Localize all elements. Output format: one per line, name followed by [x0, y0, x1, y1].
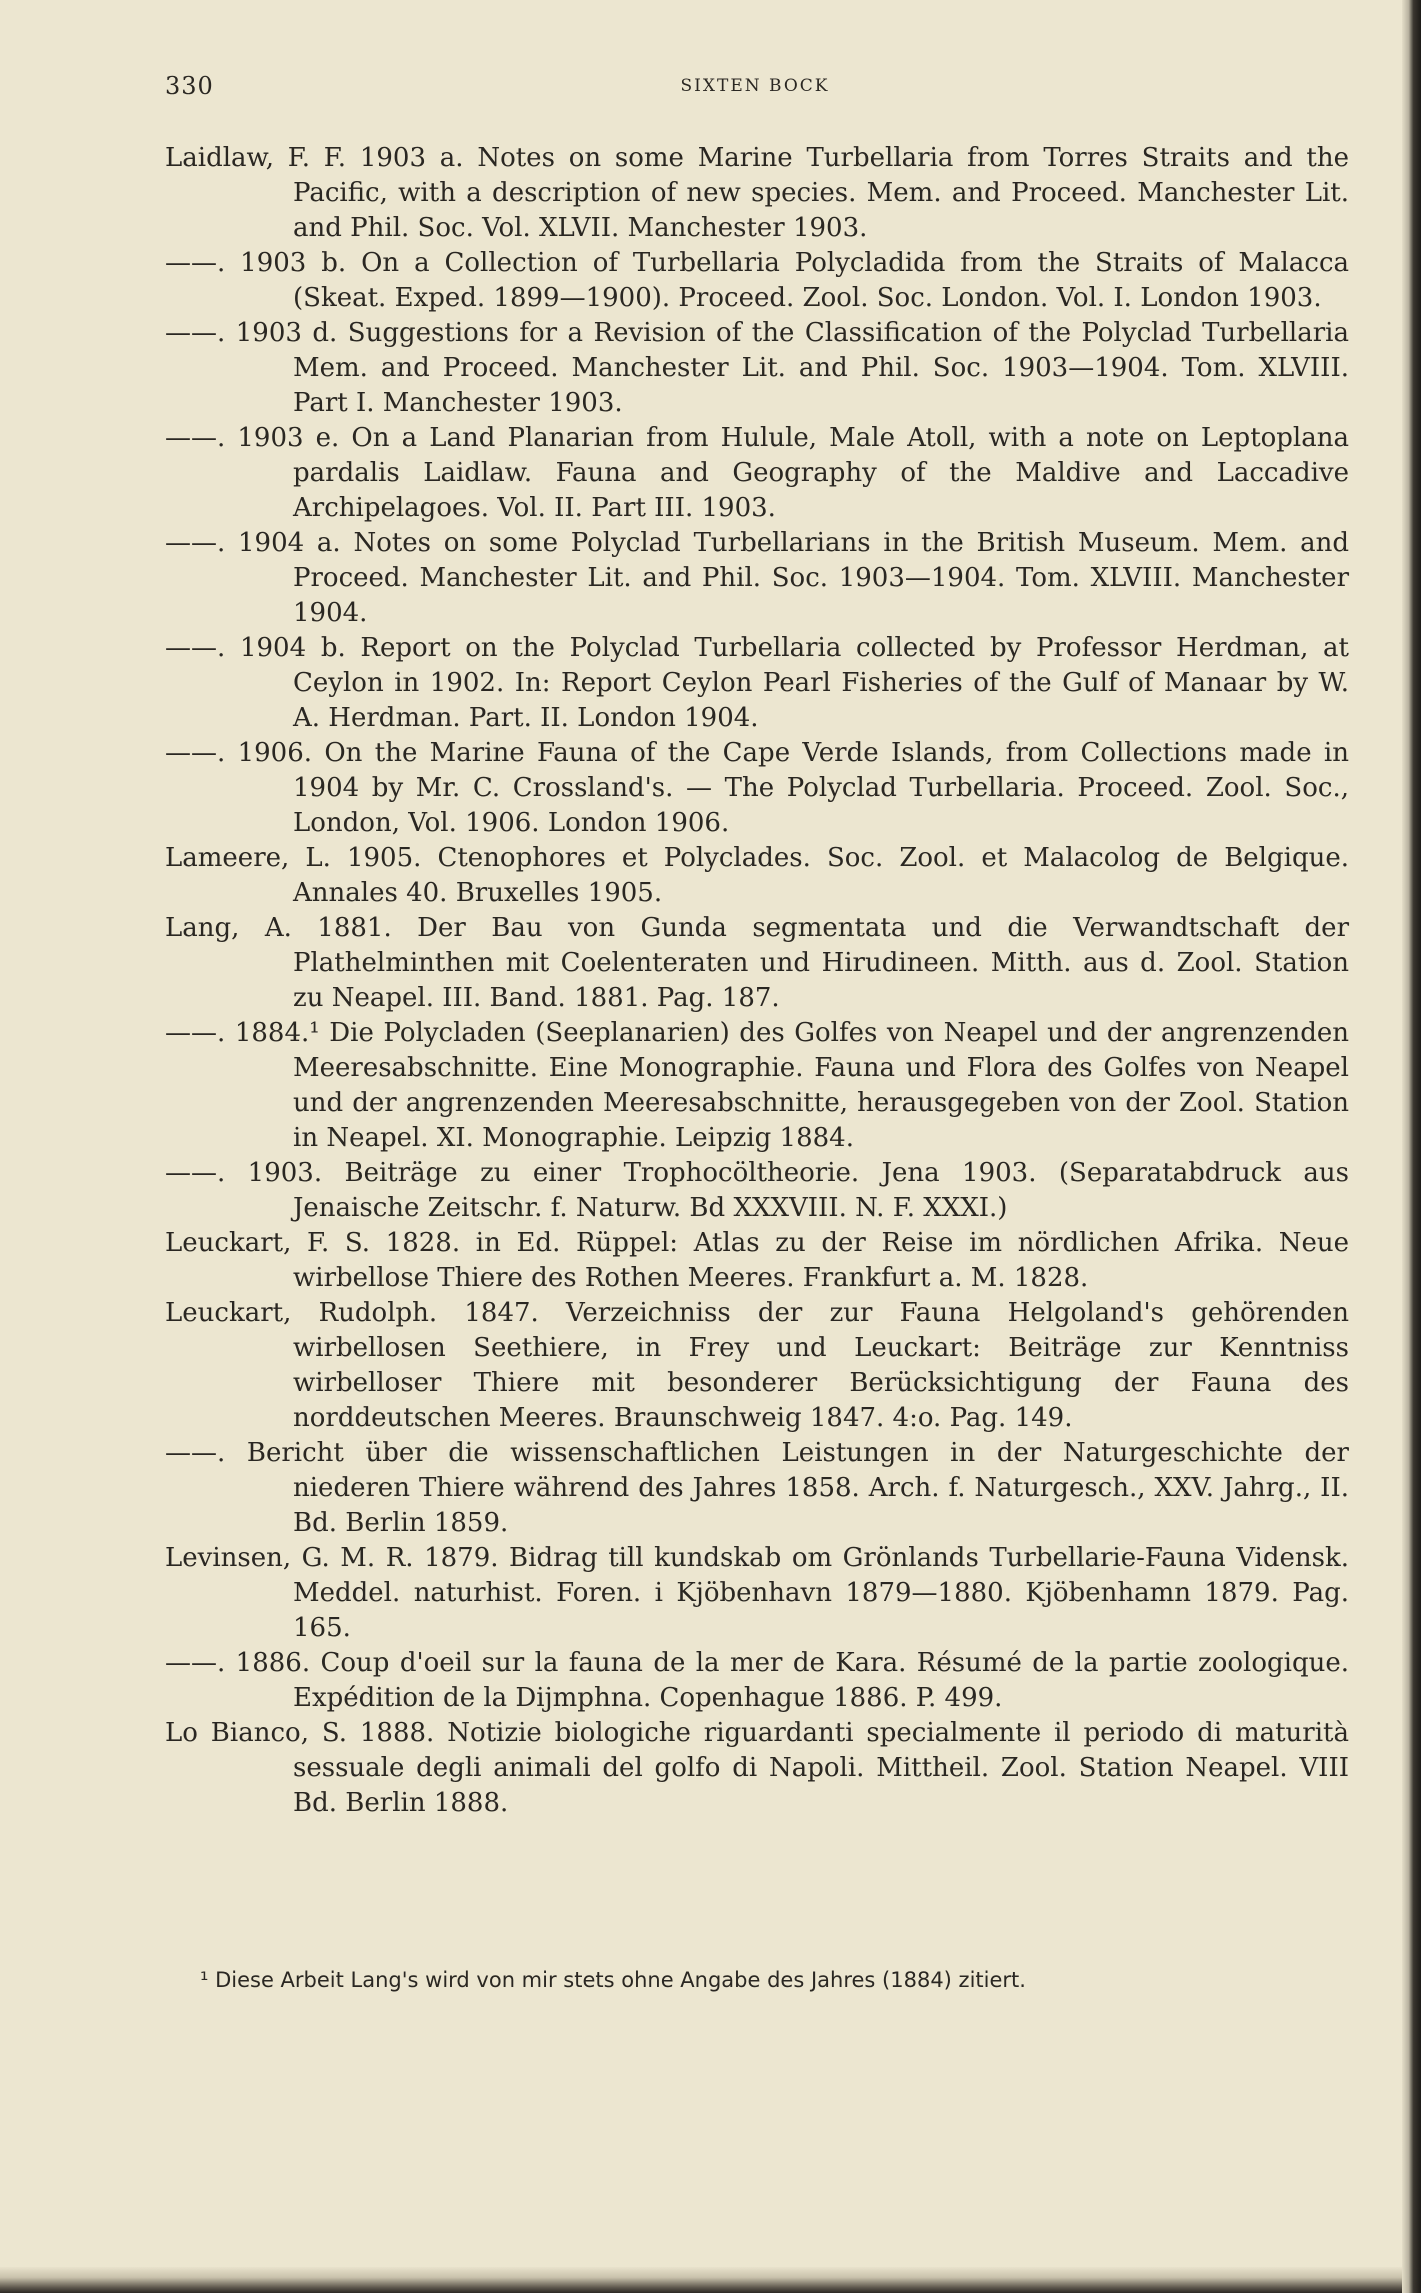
- bibliography-entry: Leuckart, F. S. 1828. in Ed. Rüppel: Atlas zu der Reise im nördlichen Afrika. Neue wirbellose Thiere des Rothen Meeres. Frankfurt a. M. 1828.: [165, 1228, 1349, 1293]
- bibliography-entry: ——. 1886. Coup d'oeil sur la fauna de la mer de Kara. Résumé de la partie zoologique. Expédition de la Dijmphna. Copenhague 1886. P. 499.: [165, 1648, 1349, 1713]
- running-head: SIXTEN BOCK: [680, 76, 830, 96]
- bibliography-entry: ——. 1903 e. On a Land Planarian from Hulule, Male Atoll, with a note on Leptoplana pardalis Laidlaw. Fauna and Geography of the Maldive and Laccadive Archipelagoes. Vol. II. Part III. 1903.: [165, 423, 1349, 523]
- page-edge-shadow: [1402, 0, 1421, 2293]
- page-number: 330: [165, 72, 214, 100]
- bibliography-entry: ——. 1904 a. Notes on some Polyclad Turbellarians in the British Museum. Mem. and Proceed. Manchester Lit. and Phil. Soc. 1903—1904. Tom. XLVIII. Manchester 1904.: [165, 528, 1349, 628]
- page-header: [165, 72, 1345, 102]
- bibliography-entry: Lang, A. 1881. Der Bau von Gunda segmentata und die Verwandtschaft der Plathelminthen mit Coelenteraten und Hirudineen. Mitth. aus d. Zool. Station zu Neapel. III. Band. 1881. Pag. 187.: [165, 913, 1349, 1013]
- bibliography-entry: Levinsen, G. M. R. 1879. Bidrag till kundskab om Grönlands Turbellarie-Fauna Vidensk. Meddel. naturhist. Foren. i Kjöbenhavn 1879—1880. Kjöbenhamn 1879. Pag. 165.: [165, 1543, 1349, 1643]
- bibliography-entry: ——. Bericht über die wissenschaftlichen Leistungen in der Naturgeschichte der niederen Thiere während des Jahres 1858. Arch. f. Naturgesch., XXV. Jahrg., II. Bd. Berlin 1859.: [165, 1438, 1349, 1538]
- bibliography-entry: Lameere, L. 1905. Ctenophores et Polyclades. Soc. Zool. et Malacolog de Belgique. Annales 40. Bruxelles 1905.: [165, 843, 1349, 908]
- bibliography-entry: Lo Bianco, S. 1888. Notizie biologiche riguardanti specialmente il periodo di maturità sessuale degli animali del golfo di Napoli. Mittheil. Zool. Station Neapel. VIII Bd. Berlin 1888.: [165, 1718, 1349, 1818]
- bibliography-entry: ——. 1884.¹ Die Polycladen (Seeplanarien) des Golfes von Neapel und der angrenzenden Meeresabschnitte. Eine Monographie. Fauna und Flora des Golfes von Neapel und der angrenzenden Meeresabschnitte, herausgegeben von der Zool. Station in Neapel. XI. Monographie. Leipzig 1884.: [165, 1018, 1349, 1153]
- footnote: ¹ Diese Arbeit Lang's wird von mir stets ohne Angabe des Jahres (1884) zitiert.: [200, 1968, 1026, 1992]
- bibliography-entry: ——. 1903 d. Suggestions for a Revision of the Classification of the Polyclad Turbellaria Mem. and Proceed. Manchester Lit. and Phil. Soc. 1903—1904. Tom. XLVIII. Part I. Manchester 1903.: [165, 318, 1349, 418]
- bibliography-list: [165, 141, 1349, 1821]
- bibliography-entry: ——. 1904 b. Report on the Polyclad Turbellaria collected by Professor Herdman, at Ceylon in 1902. In: Report Ceylon Pearl Fisheries of the Gulf of Manaar by W. A. Herdman. Part. II. London 1904.: [165, 633, 1349, 733]
- page-bottom-shadow: [0, 2267, 1402, 2293]
- bibliography-entry: ——. 1903. Beiträge zu einer Trophocöltheorie. Jena 1903. (Separatabdruck aus Jenaische Zeitschr. f. Naturw. Bd XXXVIII. N. F. XXXI.): [165, 1158, 1349, 1223]
- bibliography-entry: Laidlaw, F. F. 1903 a. Notes on some Marine Turbellaria from Torres Straits and the Pacific, with a description of new species. Mem. and Proceed. Manchester Lit. and Phil. Soc. Vol. XLVII. Manchester 1903.: [165, 143, 1349, 243]
- bibliography-entry: ——. 1906. On the Marine Fauna of the Cape Verde Islands, from Collections made in 1904 by Mr. C. Crossland's. — The Polyclad Turbellaria. Proceed. Zool. Soc., London, Vol. 1906. London 1906.: [165, 738, 1349, 838]
- bibliography-entry: ——. 1903 b. On a Collection of Turbellaria Polycladida from the Straits of Malacca (Skeat. Exped. 1899—1900). Proceed. Zool. Soc. London. Vol. I. London 1903.: [165, 248, 1349, 313]
- bibliography-entry: Leuckart, Rudolph. 1847. Verzeichniss der zur Fauna Helgoland's gehörenden wirbellosen Seethiere, in Frey und Leuckart: Beiträge zur Kenntniss wirbelloser Thiere mit besonderer Berücksichtigung der Fauna des norddeutschen Meeres. Braunschweig 1847. 4:o. Pag. 149.: [165, 1298, 1349, 1433]
